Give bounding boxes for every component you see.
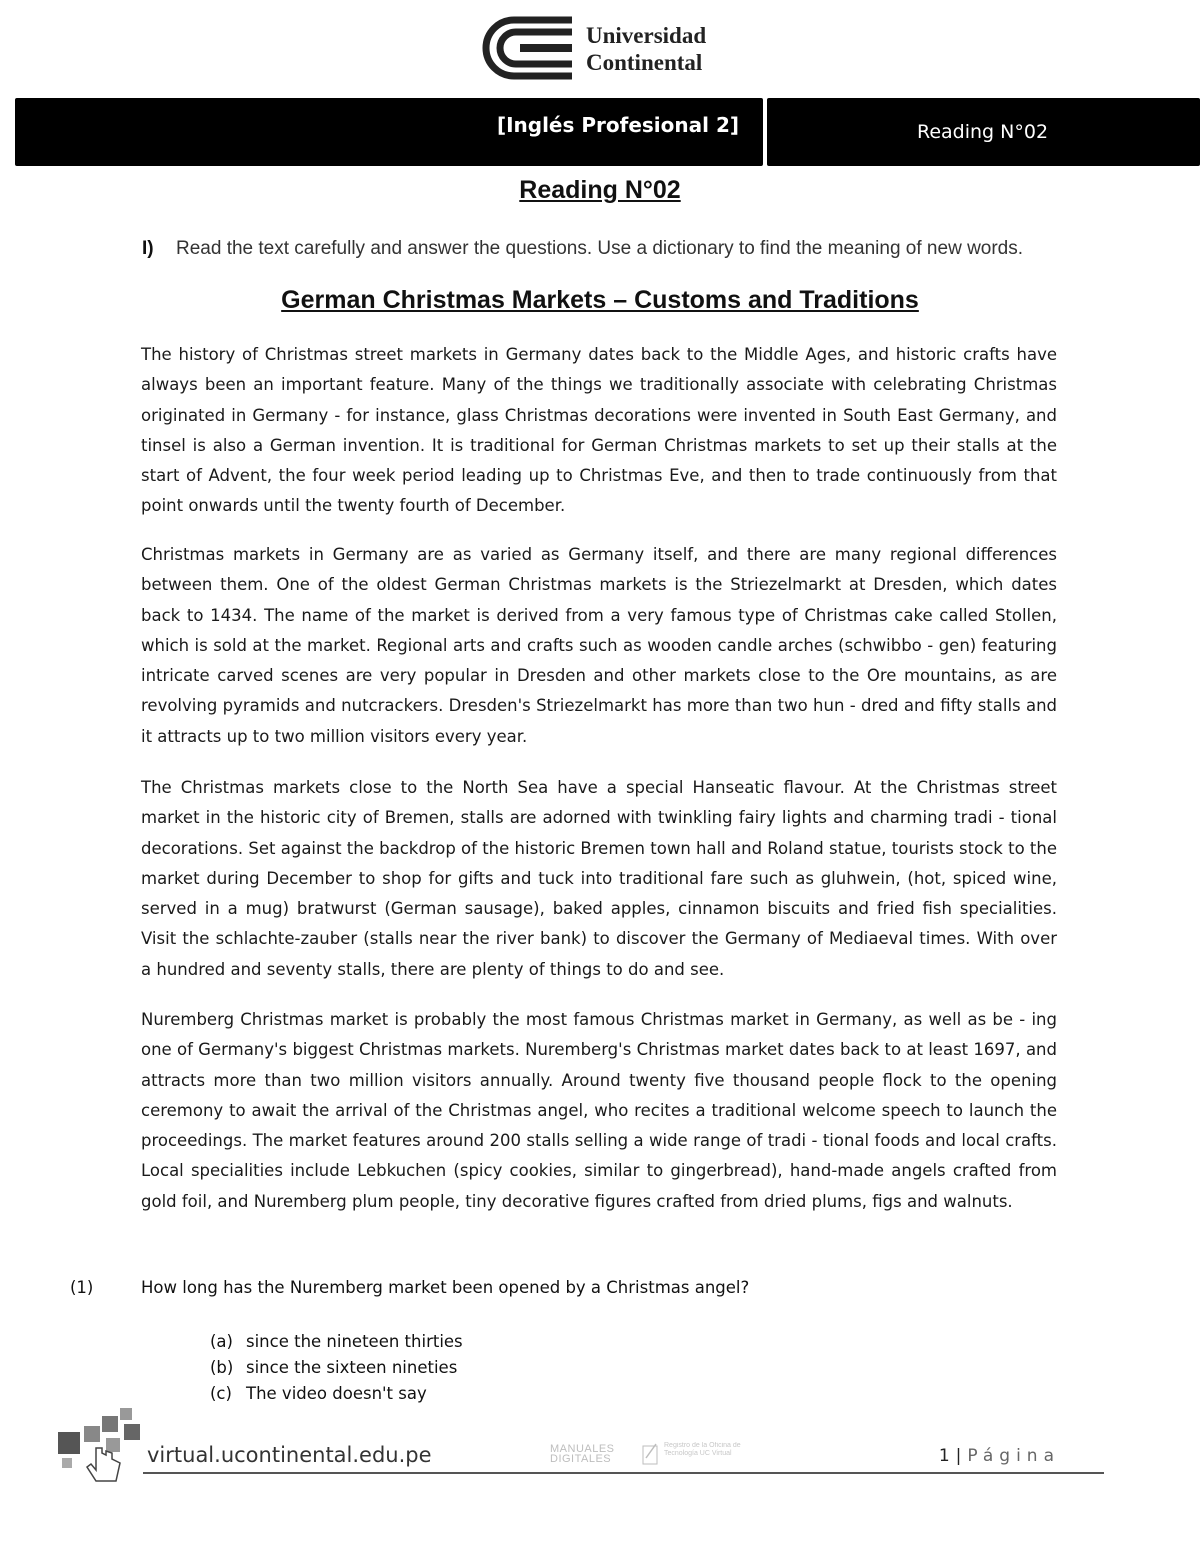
instruction-text: Read the text carefully and answer the questions. Use a dictionary to find the meaning of new words. xyxy=(176,238,1024,259)
course-header-bar xyxy=(15,98,763,166)
option-text: since the sixteen nineties xyxy=(246,1358,458,1377)
answer-option xyxy=(210,1358,457,1377)
paragraph: Nuremberg Christmas market is probably the most famous Christmas market in Germany, as well as be - ing one of Germany's biggest Christmas markets. Nuremberg's Christmas market dates back to at least 1697, and attracts more than two million visitors annually. Around twenty five thousand people flock to the opening ceremony to await the arrival of the Christmas angel, who recites a traditional welcome speech to launch the proceedings. The market features around 200 stalls selling a wide range of tradi - tional foods and local crafts. Local specialities include Lebkuchen (spicy cookies, similar to gingerbread), hand-made angels crafted from gold foil, and Nuremberg plum people, tiny decorative figures crafted from dried plums, figs and walnuts. xyxy=(141,1010,1057,1211)
course-title: [Inglés Profesional 2] xyxy=(496,113,739,137)
footer-url: virtual.ucontinental.edu.pe xyxy=(147,1443,432,1467)
university-logo-icon xyxy=(480,14,576,82)
reading-header-bar xyxy=(767,98,1200,166)
university-name xyxy=(586,22,706,76)
footer-divider xyxy=(143,1472,1104,1474)
paragraph: Christmas markets in Germany are as varied as Germany itself, and there are many regional differences between them. One of the oldest German Christmas markets is the Striezelmarkt at Dresden, which dates back to 1434. The name of the market is derived from a very famous type of Christmas cake called Stollen, which is sold at the market. Regional arts and crafts such as wooden candle arches (schwibbo - gen) featuring intricate carved scenes are very popular in Dresden and other markets close to the Ore mountains, as are revolving pyramids and nutcrackers. Dresden's Striezelmarkt has more than two hun - dred and fifty stalls and it attracts up to two million visitors every year. xyxy=(141,545,1057,746)
page-number: 1 xyxy=(938,1446,950,1466)
university-logo xyxy=(480,14,740,84)
question-text: How long has the Nuremberg market been opened by a Christmas angel? xyxy=(141,1278,750,1297)
page-word: Página xyxy=(967,1446,1060,1466)
article-title: German Christmas Markets – Customs and Traditions xyxy=(281,286,919,314)
paragraph: The Christmas markets close to the North Sea have a special Hanseatic flavour. At the Christmas street market in the historic city of Bremen, stalls are adorned with twinkling fairy lights and charming tradi - tional decorations. Set against the backdrop of the historic Bremen town hall and Roland statue, tourists stock to the market during December to shop for gifts and tuck into traditional fare such as gluhwein, (hot, spiced wine, served in a mug) bratwurst (German sausage), baked apples, cinnamon biscuits and fried fish specialities. Visit the schlachte-zauber (stalls near the river bank) to discover the Germany of Mediaeval times. With over a hundred and seventy stalls, there are plenty of things to do and see. xyxy=(141,778,1057,979)
page-indicator xyxy=(939,1446,1060,1466)
answer-option xyxy=(210,1384,427,1403)
university-name-line1: Universidad xyxy=(586,23,707,48)
registry-stamp: MANUALES DIGITALES Registro de la Oficina de Tecnología UC Virtual xyxy=(550,1442,741,1465)
page-title: Reading N°02 xyxy=(519,176,681,204)
option-label: (a) xyxy=(210,1332,233,1351)
instruction-number: I) xyxy=(142,238,154,259)
option-label: (c) xyxy=(210,1384,232,1403)
option-text: The video doesn't say xyxy=(246,1384,427,1403)
option-label: (b) xyxy=(210,1358,234,1377)
option-text: since the nineteen thirties xyxy=(246,1332,463,1351)
reading-label: Reading N°02 xyxy=(917,121,1049,143)
answer-option xyxy=(210,1332,463,1351)
university-name-line2: Continental xyxy=(586,50,703,75)
paragraph: The history of Christmas street markets in Germany dates back to the Middle Ages, and historic crafts have always been an important feature. Many of the things we traditionally associate with celebrating Christmas originated in Germany - for instance, glass Christmas decorations were invented in South East Germany, and tinsel is also a German invention. It is traditional for German Christmas markets to set up their stalls at the start of Advent, the four week period leading up to Christmas Eve, and then to trade continuously from that point onwards until the twenty fourth of December. xyxy=(141,345,1057,516)
page-separator: | xyxy=(955,1446,962,1466)
question-number: (1) xyxy=(70,1278,94,1297)
virtual-click-icon xyxy=(58,1408,142,1484)
